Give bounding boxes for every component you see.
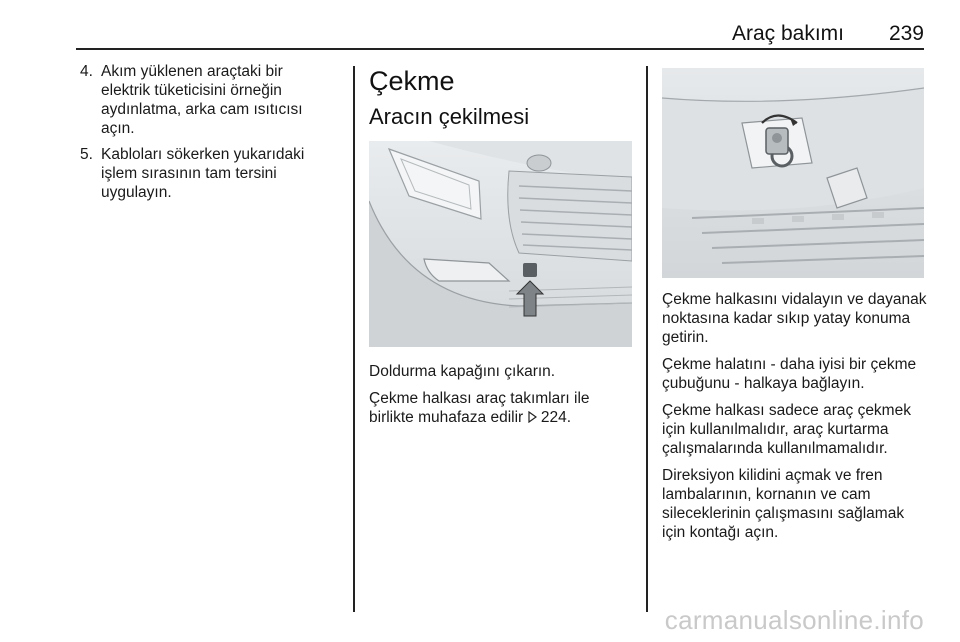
step-text: Kabloları sökerken yukarıdaki işlem sırasının tam tersini uygulayın.: [101, 146, 305, 201]
steps-column: [76, 62, 321, 209]
header-title: Araç bakımı: [731, 22, 844, 45]
step-item: [76, 62, 321, 138]
paragraph: [369, 389, 634, 427]
paragraph: Direksiyon kilidini açmak ve fren lambalarının, kornanın ve cam sileceklerinin çalışmasını sağlamak için kontağı açın.: [662, 467, 905, 541]
paragraph: Doldurma kapağını çıkarın.: [369, 363, 556, 380]
step-number: 5.: [80, 146, 93, 163]
column-divider-right: [646, 66, 648, 612]
subsection-title: Aracın çekilmesi: [369, 104, 530, 129]
section-title: Çekme: [369, 66, 455, 96]
paragraph: Çekme halkası sadece araç çekmek için kullanılmalıdır, araç kurtarma çalışmalarında kullanılmamalıdır.: [662, 402, 911, 457]
page-reference[interactable]: 224.: [540, 409, 572, 426]
header-rule: [76, 48, 924, 50]
paragraph: Çekme halkasını vidalayın ve dayanak noktasına kadar sıkıp yatay konuma getirin.: [662, 291, 927, 346]
column-divider-left: [353, 66, 355, 612]
step-item: [76, 145, 321, 202]
step-text: Akım yüklenen araçtaki bir elektrik tüketicisini örneğin aydınlatma, arka cam ısıtıcısı açın.: [101, 63, 303, 137]
watermark: carmanualsonline.info: [664, 605, 924, 635]
towing-eye-illustration: [662, 68, 924, 278]
paragraph: Çekme halatını - daha iyisi bir çekme çubuğunu - halkaya bağlayın.: [662, 356, 917, 392]
page-number: 239: [888, 22, 924, 45]
triangle-reference-icon: [528, 409, 537, 426]
step-number: 4.: [80, 63, 93, 80]
paragraph-text: Çekme halkası araç takımları ile birlikte muhafaza edilir: [369, 390, 590, 426]
front-bumper-illustration: [369, 141, 632, 347]
towing-instructions: [369, 362, 634, 435]
towing-section: [369, 64, 634, 132]
towing-instructions-continued: [662, 290, 930, 550]
